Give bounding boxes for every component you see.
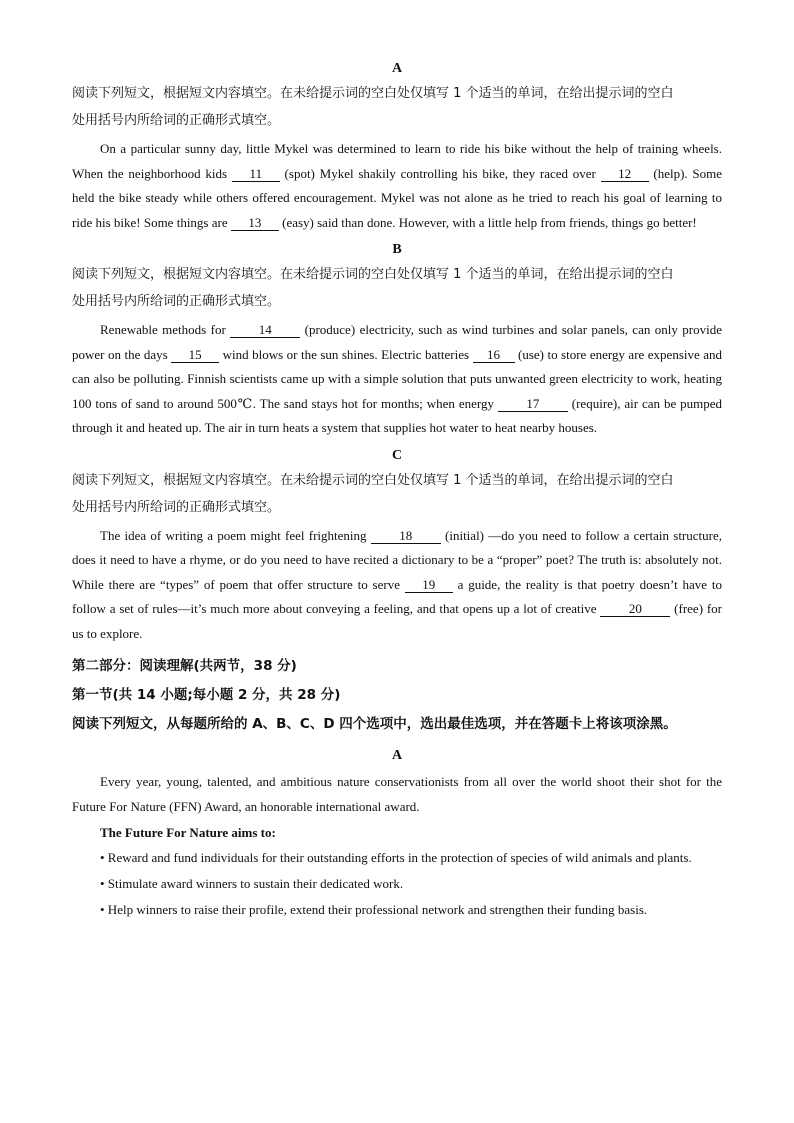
passage-text: (initial) —do you need to follow a certain structure, does it need to have a rhyme, or do you need to have recited a dictionary to be a “proper” poet? The truth is: absolutely not. While there are “types” of poem that offer structure to serve <box>72 527 722 592</box>
section-b-instruction-line1: 阅读下列短文，根据短文内容填空。在未给提示词的空白处仅填写 1 个适当的单词，在给出提示词的空白 <box>72 267 674 282</box>
passage-text: (require), air can be pumped through it and heated up. The air in turn heats a system that supplies hot water to heat nearby houses. <box>72 395 722 435</box>
section-b-letter: B <box>392 242 402 257</box>
passage-text: (help). Some held the bike steady while others offered encouragement. Mykel was not alone as he tried to reach his goal of learning to ride his bike! Some things are <box>72 165 723 230</box>
passage-text: The idea of writing a poem might feel frightening <box>100 527 371 543</box>
section-a-instruction-line1: 阅读下列短文，根据短文内容填空。在未给提示词的空白处仅填写 1 个适当的单词，在给出提示词的空白 <box>72 86 674 101</box>
blank-19[interactable]: 19 <box>405 577 453 593</box>
section-c-passage <box>72 524 722 647</box>
blank-17[interactable]: 17 <box>498 396 568 412</box>
blank-15[interactable]: 15 <box>171 347 219 363</box>
section-a-letter: A <box>391 61 403 76</box>
aim-bullet: • Stimulate award winners to sustain their dedicated work. <box>100 876 404 891</box>
section-c-instruction-line1: 阅读下列短文，根据短文内容填空。在未给提示词的空白处仅填写 1 个适当的单词，在给出提示词的空白 <box>72 472 674 488</box>
section-c-letter: C <box>391 447 403 463</box>
aim-bullet: • Help winners to raise their profile, extend their professional network and strengthen their funding basis. <box>100 902 648 917</box>
blank-11[interactable]: 11 <box>232 166 280 182</box>
blank-16[interactable]: 16 <box>473 347 515 363</box>
section-one-heading: 第一节(共 14 小题;每小题 2 分，共 28 分) <box>72 687 341 703</box>
passage-text: a guide, the reality is that poetry doesn’t have to follow a set of rules—it’s much more about conveying a feeling, and that opens up a lot of creative <box>72 576 722 616</box>
exam-page <box>72 58 722 923</box>
section-b-instruction-line2: 处用括号内所给词的正确形式填空。 <box>72 294 281 309</box>
aim-bullet: • Reward and fund individuals for their outstanding efforts in the protection of species of wild animals and plants. <box>100 850 692 865</box>
passage-a-intro: Every year, young, talented, and ambitious nature conservationists from all over the world shoot their shot for the Future For Nature (FFN) Award, an honorable international award. <box>72 774 722 814</box>
blank-20[interactable]: 20 <box>600 601 670 617</box>
blank-18[interactable]: 18 <box>371 528 441 544</box>
section-b-passage <box>72 318 722 441</box>
passage-text: On a particular sunny day, little Mykel was determined to learn to ride his bike without the help of training wheels. When the neighborhood kids <box>72 141 722 181</box>
passage-text: (easy) said than done. However, with a little help from friends, things go better! <box>278 214 697 230</box>
passage-text: (use) to store energy are expensive and can also be polluting. Finnish scientists came up with a simple solution that puts unwanted green electricity to work, heating 100 tons of sand to around 500℃. The sand stays hot for months; when energy <box>72 346 723 411</box>
passage-text: Renewable methods for <box>100 322 231 337</box>
aims-heading: The Future For Nature aims to: <box>100 825 276 840</box>
section-c-instruction-line2: 处用括号内所给词的正确形式填空。 <box>72 499 281 515</box>
passage-a-letter: A <box>391 748 403 763</box>
passage-text: (free) for us to explore. <box>72 601 722 641</box>
section-a-passage <box>72 137 722 235</box>
reading-instruction: 阅读下列短文，从每题所给的 A、B、C、D 四个选项中，选出最佳选项，并在答题卡上将该项涂黑。 <box>72 716 677 732</box>
part-two-heading: 第二部分：阅读理解(共两节，38 分) <box>72 658 297 674</box>
passage-text: wind blows or the sun shines. Electric batteries <box>219 346 473 362</box>
blank-13[interactable]: 13 <box>231 215 279 231</box>
section-a-instruction-line2: 处用括号内所给词的正确形式填空。 <box>72 113 281 128</box>
blank-14[interactable]: 14 <box>230 322 300 338</box>
passage-text: (spot) Mykel shakily controlling his bike, they raced over <box>279 165 601 181</box>
blank-12[interactable]: 12 <box>601 166 649 182</box>
passage-text: (produce) electricity, such as wind turbines and solar panels, can only provide power on the days <box>72 322 722 362</box>
